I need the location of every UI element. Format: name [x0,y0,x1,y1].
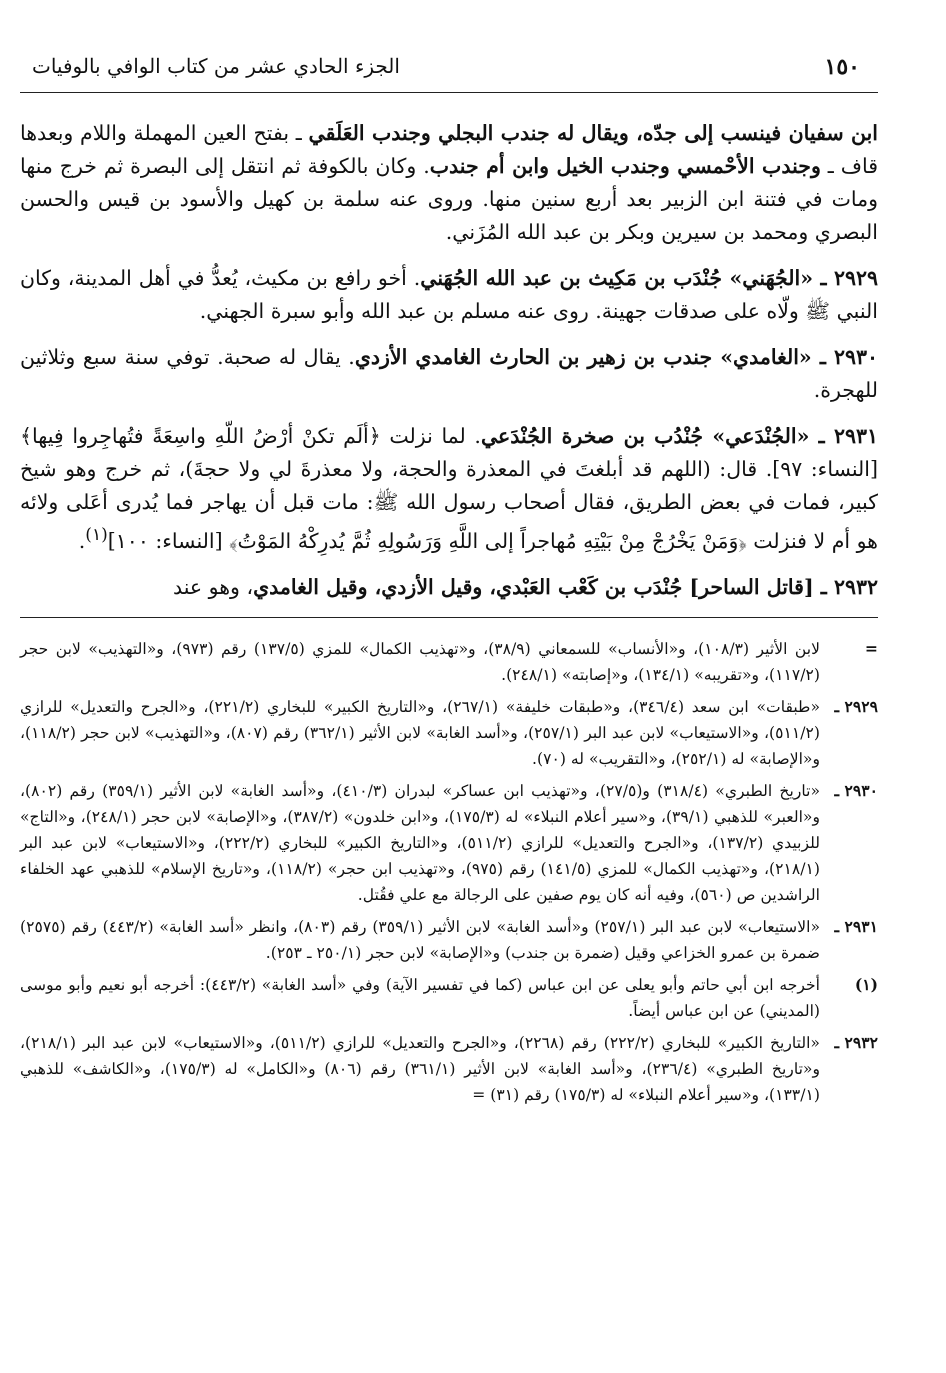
footnote-number: ٢٩٣١ ـ [834,916,878,936]
paragraph-bold-names: وجندب الأحْمسي وجندب الخيل وابن أم جندب [429,154,821,178]
footnote-number: ٢٩٣٢ ـ [834,1032,878,1052]
footnote-divider [20,617,878,618]
entry-2932 [20,571,878,604]
main-text [20,117,878,604]
paragraph-text: ـ بفتح العين المهملة واللام وبعدها قاف ـ [20,121,878,178]
entry-2929 [20,262,878,328]
entry-text-tail: . [78,528,86,553]
footnote-number: = [864,638,878,658]
footnote [20,972,878,1024]
book-page [20,40,878,1114]
entry-text: . أخو رافع بن مكيث، يُعدُّ في أهل المدينة، وكان النبي ﷺ ولّاه على صدقات جهينة. روى عنه مسلم بن عبد الله وأبو سبرة الجهني. [20,266,878,323]
footnote-text: «الاستيعاب» لابن عبد البر (٢٥٧/١) و«أسد الغابة» لابن الأثير (٣٥٩/١) رقم (٨٠٣)، وانظر «أسد الغابة» (٤٤٣/٢) رقم (٢٥٧٥) ضمرة بن عمرو الخزاعي وقيل (ضمرة بن جندب) و«الإصابة» لابن حجر (٢٥٠/١ ـ ٢٥٣). [20,917,820,962]
footnote [20,778,878,908]
footnote [20,636,878,688]
footnote-number: ٢٩٣٠ ـ [834,780,878,800]
entry-text: . لما نزلت ﴿ألَم تكنْ أرْضُ اللّهِ واسِعَةً فتُهاجِروا فِيها﴾ [النساء: ٩٧]. قال: (اللهم قد أبلغتَ في المعذرة والحجة، ولا معذرةَ لي ولا حجةَ)، ثم خرج وهو شيخ كبير، فمات في بعض الطريق، فقال أصحاب رسول الله ﷺ: مات قبل أن يهاجر فما يُدرى أعَلى ولائه هو أم لا فنزلت ﴿وَمَنْ يَخْرُجْ مِنْ بَيْتِهِ مُهاجراً إلى اللَّهِ وَرَسُولِهِ ثُمَّ يُدرِكْهُ المَوْتُ﴾ [النساء: ١٠٠] [20,424,878,553]
running-title: الجزء الحادي عشر من كتاب الوافي بالوفيات [32,54,400,78]
paragraph-text: . وكان بالكوفة ثم انتقل إلى البصرة ثم خرج منها ومات في فتنة ابن الزبير بعد أربع سنين منها. وروى عنه سلمة بن كهيل والأسود بن قيس والحسن البصري ومحمد بن سيرين وبكر بن عبد الله المُزَني. [20,154,878,244]
footnote [20,694,878,772]
footnote [20,1030,878,1108]
footnote-text: لابن الأثير (١٠٨/٣)، و«الأنساب» للسمعاني (٣٨/٩)، و«تهذيب الكمال» للمزي (١٣٧/٥) رقم (٩٧٣)، و«التهذيب» لابن حجر (١١٧/٢)، و«تقريبه» (١٣٤/١)، و«إصابته» (٢٤٨/١). [20,639,820,684]
paragraph-continuation [20,117,878,249]
entry-2931 [20,420,878,558]
footnote-number: ٢٩٢٩ ـ [834,696,878,716]
running-header [20,40,878,93]
entry-heading: ٢٩٣١ ـ «الجُنْدَعي» جُنْدُب بن صخرة الجُنْدَعي [480,424,878,448]
footnotes [20,636,878,1108]
footnote-number: (١) [854,974,878,994]
entry-text: ، وهو عند [172,574,254,599]
entry-2930 [20,341,878,407]
footnote-marker: (١) [85,525,108,545]
footnote-text: «التاريخ الكبير» للبخاري (٢٢٢/٢) رقم (٢٢٦٨)، و«الجرح والتعديل» للرازي (٥١١/٢)، و«الاستيعاب» لابن عبد البر (٢١٨/١)، و«تاريخ الطبري» (٢٣٦/٤)، و«أسد الغابة» لابن الأثير (٣٦١/١) رقم (٨٠٦) و«الكامل» له (١٧٥/٣)، و«الكاشف» للذهبي (١٣٣/١)، و«سير أعلام النبلاء» له (١٧٥/٣) رقم (٣١) = [20,1033,820,1104]
footnote-text: «تاريخ الطبري» (٣١٨/٤) و(٢٧/٥)، و«تهذيب ابن عساكر» لبدران (٤١٠/٣)، و«أسد الغابة» لابن الأثير (٣٥٩/١) رقم (٨٠٢)، و«العبر» للذهبي (٣٩/١)، و«سير أعلام النبلاء» له (١٧٥/٣)، و«ابن خلدون» (٣٨٧/٢)، و«الإصابة» لابن حجر (٢٤٨/١)، و«التاج» للزبيدي (١٣٧/٢)، و«الجرح والتعديل» للرازي (٥١١/٢)، و«التاريخ الكبير» للبخاري (٢٢٢/٢)، و«الاستيعاب» لابن عبد البر (٢١٨/١)، و«تهذيب الكمال» للمزي (١٤١/٥) رقم (٩٧٥)، و«تهذيب ابن حجر» (١١٨/٢)، و«تاريخ الإسلام» للذهبي عهد الخلفاء الراشدين ص (٥٦٠)، وفيه أنه كان يوم صفين على الرجالة مع علي فقُتل. [20,781,821,904]
footnote-text: «طبقات» ابن سعد (٣٤٦/٤)، و«طبقات خليفة» (٢٦٧/١)، و«التاريخ الكبير» للبخاري (٢٢١/٢)، و«الجرح والتعديل» للرازي (٥١١/٢)، و«الاستيعاب» لابن عبد البر (٢٥٧/١)، و«أسد الغابة» لابن الأثير (٣٦٢/١) رقم (٨٠٧)، و«التهذيب» لابن حجر (١١٨/٢)، و«الإصابة» له (٢٥٢/١)، و«التقريب» له (٧٠). [20,697,821,768]
page-number: ١٥٠ [824,54,860,80]
footnote [20,914,878,966]
entry-heading: ٢٩٣٢ ـ [قاتل الساحر] جُنْدَب بن كَعْب العَبْدي، وقيل الأزدي، وقيل الغامدي [253,574,878,599]
entry-heading: ٢٩٢٩ ـ «الجُهَني» جُنْدَب بن مَكِيث بن عبد الله الجُهَني [420,266,878,290]
paragraph-bold-lead: ابن سفيان فينسب إلى جدّه، ويقال له جندب البجلي وجندب العَلَقي [308,121,879,145]
entry-text: . يقال له صحبة. توفي سنة سبع وثلاثين للهجرة. [20,345,878,402]
entry-heading: ٢٩٣٠ ـ «الغامدي» جندب بن زهير بن الحارث الغامدي الأزدي [354,345,878,369]
footnote-text: أخرجه ابن أبي حاتم وأبو يعلى عن ابن عباس (كما في تفسير الآية) وفي «أسد الغابة» (٤٤٣/٢): أخرجه أبو نعيم وأبو موسى (المديني) عن ابن عباس أيضاً. [20,975,820,1020]
